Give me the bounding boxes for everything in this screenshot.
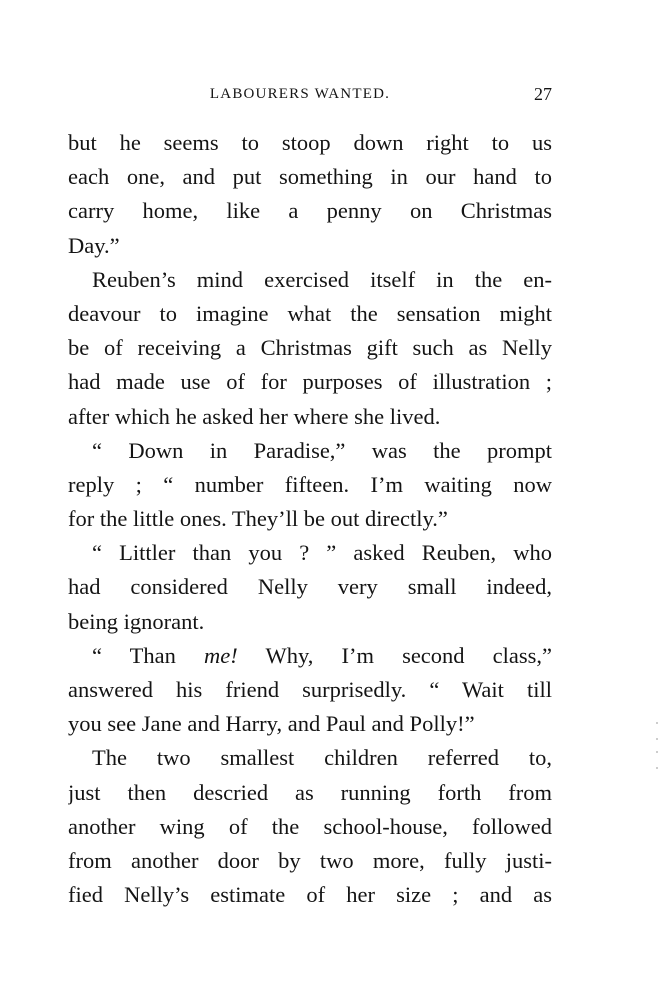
body-text bbox=[68, 126, 552, 912]
text-line: had considered Nelly very small indeed, bbox=[68, 574, 552, 600]
text-line: The two smallest children referred to, bbox=[92, 745, 552, 771]
text-line: had made use of for purposes of illustration ; bbox=[68, 369, 552, 395]
text-line: but he seems to stoop down right to us bbox=[68, 130, 552, 155]
scan-specks bbox=[656, 720, 659, 780]
text-line: Reuben’s mind exercised itself in the en- bbox=[92, 266, 552, 292]
text-line: “ Down in Paradise,” was the prompt bbox=[92, 437, 552, 463]
text-line: be of receiving a Christmas gift such as Nelly bbox=[68, 335, 552, 361]
scan-speck bbox=[656, 751, 658, 753]
page-number: 27 bbox=[534, 84, 552, 104]
text-line: just then descried as running forth from bbox=[68, 779, 552, 805]
text-line: “ Littler than you ? ” asked Reuben, who bbox=[92, 540, 552, 566]
text-line: carry home, like a penny on Christmas bbox=[68, 198, 552, 224]
running-title: LABOURERS WANTED. bbox=[209, 86, 391, 102]
text-line: each one, and put something in our hand to bbox=[68, 164, 552, 190]
text-line bbox=[68, 639, 552, 673]
running-head bbox=[68, 86, 552, 110]
text-line: fied Nelly’s estimate of her size ; and as bbox=[68, 882, 552, 908]
text-line: after which he asked her where she lived. bbox=[68, 403, 441, 429]
text-line: reply ; “ number fifteen. I’m waiting now bbox=[68, 471, 552, 497]
text-line: answered his friend surprisedly. “ Wait till bbox=[68, 677, 552, 702]
text-run: “ Than bbox=[92, 642, 205, 668]
text-run: Why, I’m second class,” bbox=[237, 642, 552, 668]
text-line: for the little ones. They’ll be out directly.” bbox=[68, 506, 448, 532]
text-line: Day.” bbox=[68, 232, 120, 258]
text-line: another wing of the school-house, followed bbox=[68, 813, 552, 839]
scan-speck bbox=[656, 767, 658, 769]
text-line: from another door by two more, fully justi- bbox=[68, 847, 552, 873]
text-line: being ignorant. bbox=[68, 608, 205, 634]
scan-speck bbox=[656, 722, 658, 724]
text-line: deavour to imagine what the sensation might bbox=[68, 300, 552, 326]
scan-speck bbox=[656, 738, 658, 740]
emphasis-text: me! bbox=[204, 642, 238, 668]
text-line: you see Jane and Harry, and Paul and Polly!” bbox=[68, 711, 475, 737]
